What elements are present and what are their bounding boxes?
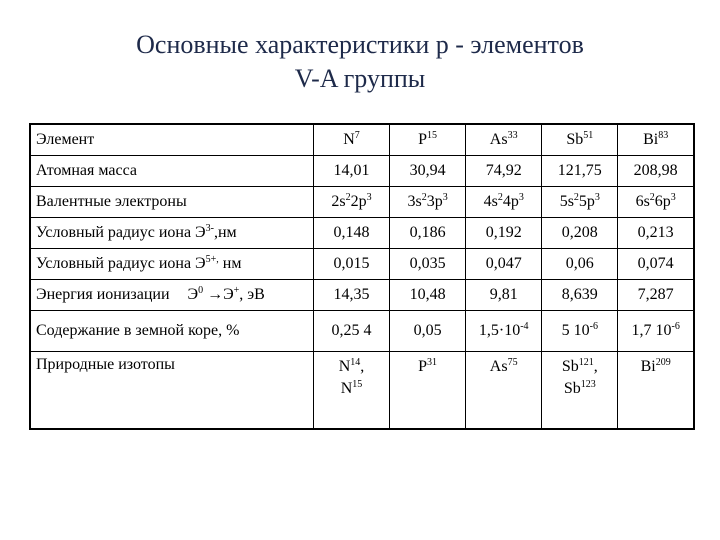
valence-cell: $2s^22p^3$ [313, 187, 389, 218]
valence-cell: $5s^25p^3$ [542, 187, 618, 218]
row-radius-3minus [30, 218, 694, 249]
element-cell: Sb$^{51}$ [542, 124, 618, 156]
ionization-cell: 10,48 [390, 280, 466, 311]
radius-cell: 0,186 [390, 218, 466, 249]
row-label: Содержание в земной коре, % [30, 311, 313, 352]
content-cell: 1,7 $10^{-6}$ [618, 311, 694, 352]
row-label: Элемент [30, 124, 313, 156]
radius-cell: 0,06 [542, 249, 618, 280]
row-radius-5plus [30, 249, 694, 280]
valence-cell: $6s^26p^3$ [618, 187, 694, 218]
row-label: Валентные электроны [30, 187, 313, 218]
valence-cell: $3s^23p^3$ [390, 187, 466, 218]
isotope-cell: $N^{14}$, $N^{15}$ [313, 352, 389, 430]
content-cell: 5 $10^{-6}$ [542, 311, 618, 352]
radius-cell: 0,035 [390, 249, 466, 280]
ionization-cell: 9,81 [466, 280, 542, 311]
row-label: Природные изотопы [30, 352, 313, 430]
mass-cell: 208,98 [618, 156, 694, 187]
isotope-cell: Bi$^{209}$ [618, 352, 694, 430]
radius-cell: 0,015 [313, 249, 389, 280]
row-valence [30, 187, 694, 218]
properties-table [29, 123, 695, 430]
isotope-cell: Sb$^{121}$, Sb$^{123}$ [542, 352, 618, 430]
row-label: Атомная масса [30, 156, 313, 187]
content-cell: 0,05 [390, 311, 466, 352]
isotope-cell: As$^{75}$ [466, 352, 542, 430]
row-crust-content [30, 311, 694, 352]
radius-cell: 0,047 [466, 249, 542, 280]
ionization-cell: 14,35 [313, 280, 389, 311]
radius-cell: 0,192 [466, 218, 542, 249]
mass-cell: 30,94 [390, 156, 466, 187]
title-line-1: Основные характеристики р - элементов [136, 30, 584, 59]
row-label: Энергия ионизации $Э^0 \to Э^+$, эВ [30, 280, 313, 311]
radius-cell: 0,213 [618, 218, 694, 249]
row-ionization [30, 280, 694, 311]
slide-title [0, 28, 720, 96]
radius-cell: 0,148 [313, 218, 389, 249]
row-atomic-mass [30, 156, 694, 187]
row-label: Условный радиус иона $Э^{5+,}$ нм [30, 249, 313, 280]
content-cell: $1,5\cdot 10^{-4}$ [466, 311, 542, 352]
radius-cell: 0,074 [618, 249, 694, 280]
isotope-cell: $P^{31}$ [390, 352, 466, 430]
element-cell: Bi$^{83}$ [618, 124, 694, 156]
element-cell: As$^{33}$ [466, 124, 542, 156]
ionization-cell: 8,639 [542, 280, 618, 311]
mass-cell: 74,92 [466, 156, 542, 187]
ionization-cell: 7,287 [618, 280, 694, 311]
title-line-2: V-A группы [294, 64, 426, 93]
mass-cell: 121,75 [542, 156, 618, 187]
content-cell: 0,25 4 [313, 311, 389, 352]
row-isotopes [30, 352, 694, 430]
row-element [30, 124, 694, 156]
element-cell: $P^{15}$ [390, 124, 466, 156]
mass-cell: 14,01 [313, 156, 389, 187]
valence-cell: $4s^24p^3$ [466, 187, 542, 218]
row-label: Условный радиус иона $Э^{3-},нм$ [30, 218, 313, 249]
element-cell: $N^7$ [313, 124, 389, 156]
radius-cell: 0,208 [542, 218, 618, 249]
